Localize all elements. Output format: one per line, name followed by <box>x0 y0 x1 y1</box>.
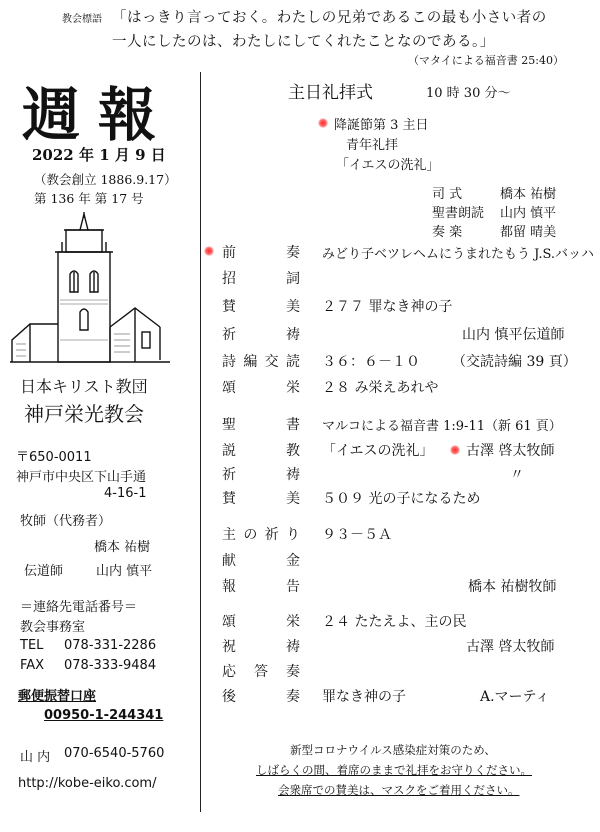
service-type: 青年礼拝 <box>346 138 399 153</box>
volume-number: 第 136 年 第 17 号 <box>34 191 144 206</box>
order-item: 聖書 <box>222 417 300 433</box>
issue-date: 2022 年 1 月 9 日 <box>32 146 166 164</box>
red-dot-icon <box>204 246 214 256</box>
order-content: 「イエスの洗礼」 <box>322 443 434 459</box>
liturgical-season: 降誕節第 3 主日 <box>334 118 429 133</box>
red-dot-icon <box>318 118 328 128</box>
office-label: 教会事務室 <box>20 620 86 635</box>
order-detail: 古澤 啓太牧師 <box>466 443 555 459</box>
mobile-number: 070-6540-5760 <box>64 746 165 761</box>
role-name: 都留 晴美 <box>500 225 557 240</box>
order-content: ２８ み栄えあれや <box>322 380 439 396</box>
role-label: 司 式 <box>432 187 463 202</box>
order-content: ５０９ 光の子になるため <box>322 491 481 507</box>
order-item: 主の祈り <box>222 527 300 543</box>
order-item: 祝祷 <box>222 639 300 655</box>
service-time: 10 時 30 分～ <box>426 86 511 101</box>
order-item: 報告 <box>222 579 300 595</box>
evangelist-name: 山内 慎平 <box>96 564 153 579</box>
church-tower-icon <box>10 212 170 364</box>
order-item: 頌栄 <box>222 380 300 396</box>
role-name: 山内 慎平 <box>500 206 557 221</box>
order-detail: 山内 慎平伝道師 <box>462 327 565 343</box>
order-content: ９３－５Ａ <box>322 527 392 543</box>
motto-line-2: 一人にしたのは、わたしにしてくれたことなのである。」 <box>112 34 495 50</box>
role-label: 聖書朗読 <box>432 206 485 221</box>
order-item: 説教 <box>222 443 300 459</box>
founded-date: （教会創立 1886.9.17） <box>34 172 177 187</box>
address-line-2: 4-16-1 <box>104 486 147 501</box>
order-item: 後奏 <box>222 689 300 705</box>
address-line-1: 神戸市中央区下山手通 <box>16 470 147 485</box>
red-dot-icon <box>450 445 460 455</box>
motto-label: 教会標語 <box>62 14 102 25</box>
notice-line-1: 新型コロナウイルス感染症対策のため、 <box>290 743 496 757</box>
tel-number: 078-331-2286 <box>64 638 157 653</box>
order-content: マルコによる福音書 1:9-11（新 61 頁） <box>322 419 562 434</box>
role-label: 奏 楽 <box>432 225 463 240</box>
order-item: 祈祷 <box>222 327 300 343</box>
order-detail: （交読詩編 39 頁） <box>452 354 577 370</box>
postal-code: 〒650-0011 <box>16 450 92 465</box>
order-item: 頌栄 <box>222 614 300 630</box>
order-item: 賛美 <box>222 299 300 315</box>
order-item: 招詞 <box>222 271 300 287</box>
tel-label: TEL <box>20 638 44 653</box>
postal-transfer-label: 郵便振替口座 <box>18 689 97 704</box>
fax-label: FAX <box>20 658 45 673</box>
church-name: 神戸栄光教会 <box>24 402 144 426</box>
pastor-title: 牧師（代務者） <box>20 514 112 529</box>
order-detail: A.マーティ <box>480 689 550 705</box>
bulletin-title: 週報 <box>22 81 175 149</box>
website[interactable]: http://kobe-eiko.com/ <box>18 776 157 791</box>
motto-line-1: 「はっきり言っておく。わたしの兄弟であるこの最も小さい者の <box>112 10 547 26</box>
order-item: 応答奏 <box>222 664 300 680</box>
role-name: 橋本 祐樹 <box>500 187 557 202</box>
service-theme: 「イエスの洗礼」 <box>336 158 440 173</box>
notice-line-2: しばらくの間、着席のままで礼拝をお守りください。 <box>256 763 532 777</box>
postal-transfer-number: 00950-1-244341 <box>44 708 164 723</box>
order-content: ３６：６－１０ <box>322 354 420 370</box>
fax-number: 078-333-9484 <box>64 658 157 673</box>
order-item: 献金 <box>222 553 300 569</box>
order-content: ２７７ 罪なき神の子 <box>322 299 453 315</box>
order-item: 賛美 <box>222 491 300 507</box>
service-title: 主日礼拝式 <box>288 83 373 103</box>
order-detail: 〃 <box>510 467 524 483</box>
order-content: ２４ たたえよ、主の民 <box>322 614 467 630</box>
motto-source: （マタイによる福音書 25:40） <box>408 54 564 67</box>
mobile-name: 山 内 <box>20 750 51 765</box>
contact-heading: ＝連絡先電話番号＝ <box>20 600 138 615</box>
evangelist-title: 伝道師 <box>24 564 64 579</box>
denomination: 日本キリスト教団 <box>20 377 148 396</box>
order-content: みどり子ベツレヘムにうまれたもう J.S.バッハ <box>322 247 595 262</box>
order-detail: 橋本 祐樹牧師 <box>468 579 557 595</box>
order-detail: 古澤 啓太牧師 <box>466 639 555 655</box>
notice-line-3: 会衆席での賛美は、マスクをご着用ください。 <box>278 783 520 797</box>
order-content: 罪なき神の子 <box>322 689 406 705</box>
order-item: 詩編交読 <box>222 354 300 370</box>
order-item: 祈祷 <box>222 467 300 483</box>
pastor-name: 橋本 祐樹 <box>94 540 151 555</box>
column-divider <box>200 72 201 812</box>
order-item: 前奏 <box>222 245 300 261</box>
